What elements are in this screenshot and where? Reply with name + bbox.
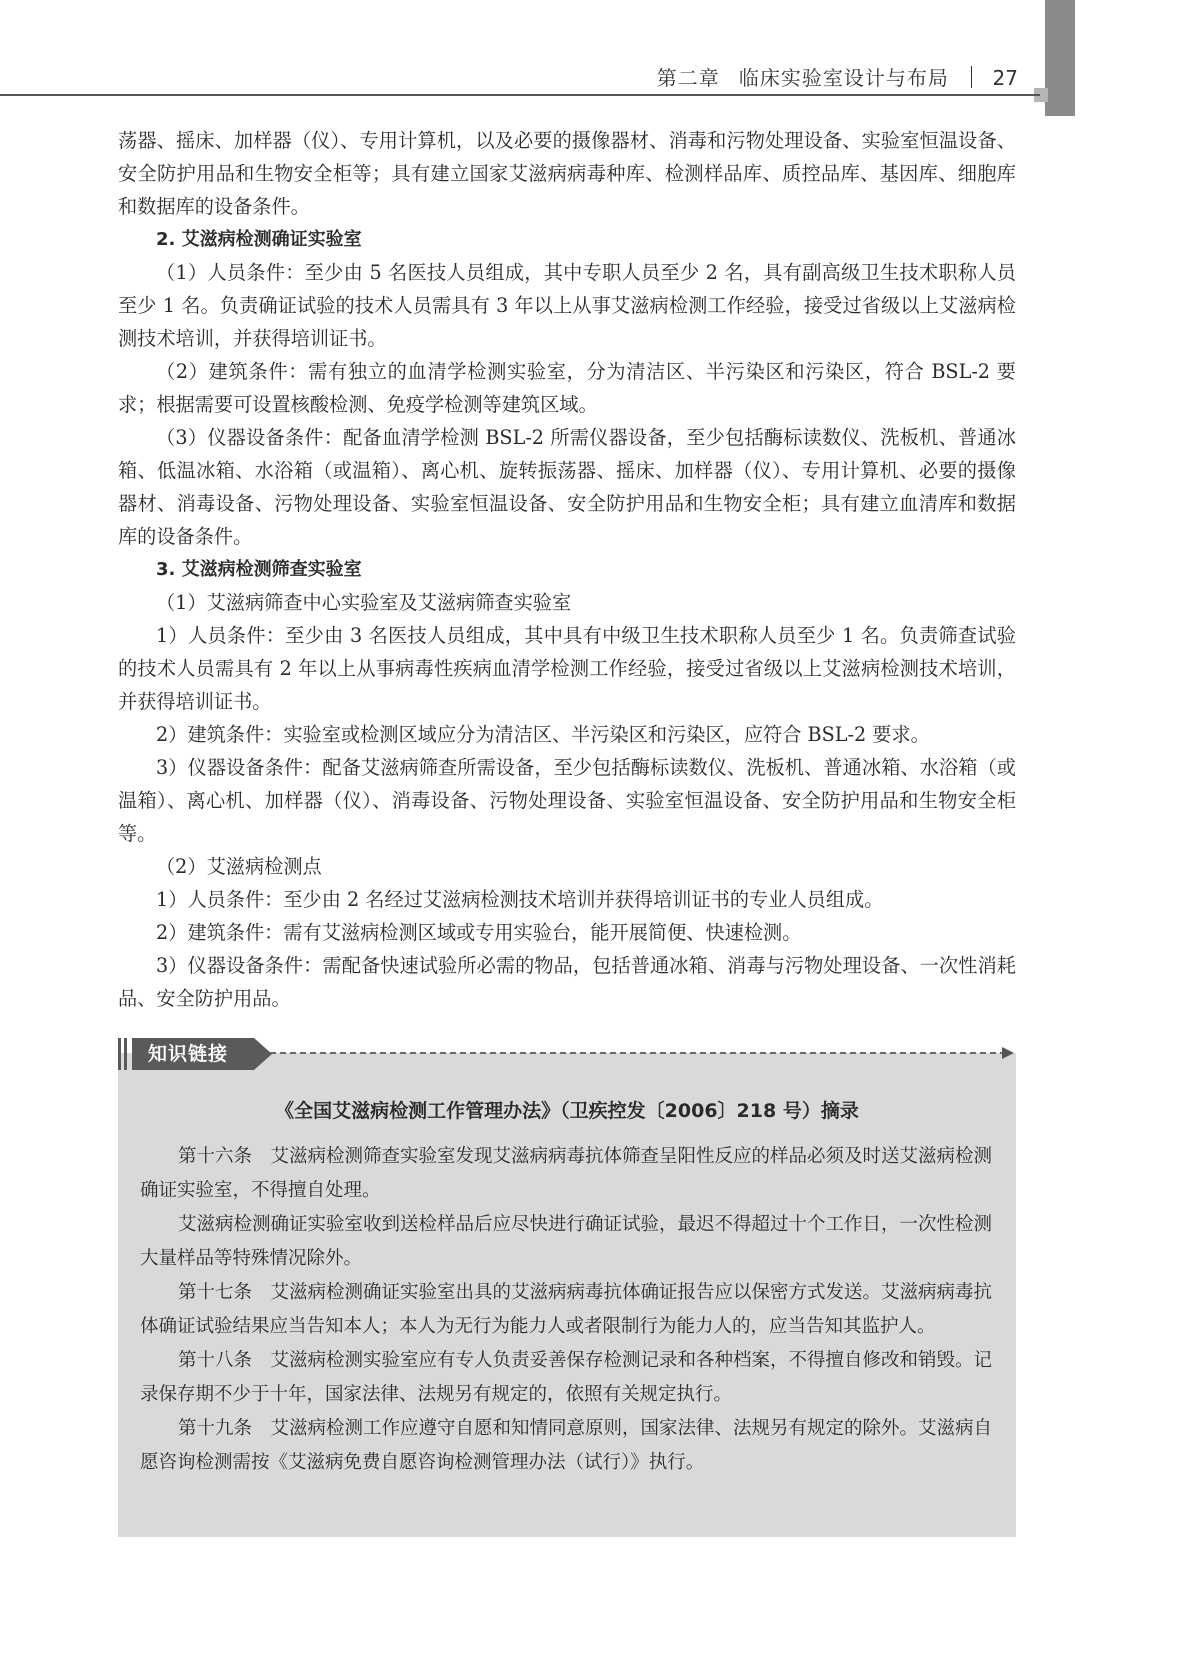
body-paragraph: （2）艾滋病检测点: [156, 855, 322, 878]
tag-arrow-tip: [254, 1038, 272, 1070]
chapter-number: 第二章: [656, 66, 720, 90]
body-paragraph: 荡器、摇床、加样器（仪）、专用计算机，以及必要的摄像器材、消毒和污物处理设备、实验室恒温设备、安全防护用品和生物安全柜等；具有建立国家艾滋病病毒种库、检测样品库、质控品库、基因库、细胞库和数据库的设备条件。: [118, 129, 1016, 218]
section-heading: 3. 艾滋病检测筛查实验室: [156, 559, 362, 580]
knowledge-paragraph: 第十六条 艾滋病检测筛查实验室发现艾滋病病毒抗体筛查呈阳性反应的样品必须及时送艾滋病检测确证实验室，不得擅自处理。: [140, 1146, 993, 1201]
running-header: [0, 62, 1018, 91]
header-separator: [971, 66, 972, 88]
arrow-right-icon: [1002, 1047, 1014, 1059]
body-paragraph: 3）仪器设备条件：配备艾滋病筛查所需设备，至少包括酶标读数仪、洗板机、普通冰箱、水浴箱（或温箱）、离心机、加样器（仪）、消毒设备、污物处理设备、实验室恒温设备、安全防护用品和生物安全柜等。: [118, 756, 1016, 845]
body-paragraph: （2）建筑条件：需有独立的血清学检测实验室，分为清洁区、半污染区和污染区，符合 BSL-2 要求；根据需要可设置核酸检测、免疫学检测等建筑区域。: [118, 360, 1016, 416]
body-paragraph: 2）建筑条件：实验室或检测区域应分为清洁区、半污染区和污染区，应符合 BSL-2 要求。: [156, 723, 930, 746]
body-paragraph: （1）艾滋病筛查中心实验室及艾滋病筛查实验室: [156, 591, 572, 614]
chapter-title: 临床实验室设计与布局: [738, 66, 949, 90]
knowledge-dashed-line: [160, 1052, 1006, 1054]
body-paragraph: （3）仪器设备条件：配备血清学检测 BSL-2 所需仪器设备，至少包括酶标读数仪、洗板机、普通冰箱、低温冰箱、水浴箱（或温箱）、离心机、旋转振荡器、摇床、加样器（仪）、专用计算机、必要的摄像器材、消毒设备、污物处理设备、实验室恒温设备、安全防护用品和生物安全柜；具有建立血清库和数据库的设备条件。: [118, 426, 1016, 548]
knowledge-text: [140, 1140, 992, 1480]
body-paragraph: 3）仪器设备条件：需配备快速试验所必需的物品，包括普通冰箱、消毒与污物处理设备、一次性消耗品、安全防护用品。: [118, 954, 1016, 1010]
knowledge-paragraph: 第十八条 艾滋病检测实验室应有专人负责妥善保存检测记录和各种档案，不得擅自修改和销毁。记录保存期不少于十年，国家法律、法规另有规定的，依照有关规定执行。: [140, 1350, 993, 1405]
body-text: [118, 124, 1016, 1015]
body-paragraph: 2）建筑条件：需有艾滋病检测区域或专用实验台，能开展简便、快速检测。: [156, 921, 802, 944]
knowledge-paragraph: 第十七条 艾滋病检测确证实验室出具的艾滋病病毒抗体确证报告应以保密方式发送。艾滋病病毒抗体确证试验结果应当告知本人；本人为无行为能力人或者限制行为能力人的，应当告知其监护人。: [140, 1282, 993, 1337]
section-heading: 2. 艾滋病检测确证实验室: [156, 229, 362, 250]
page-number: 27: [992, 66, 1018, 90]
body-paragraph: 1）人员条件：至少由 2 名经过艾滋病检测技术培训并获得培训证书的专业人员组成。: [156, 888, 884, 911]
body-paragraph: 1）人员条件：至少由 3 名医技人员组成，其中具有中级卫生技术职称人员至少 1 名。负责筛查试验的技术人员需具有 2 年以上从事病毒性疾病血清学检测工作经验，接受过省级以上艾滋病检测技术培训，并获得培训证书。: [118, 624, 1016, 713]
knowledge-link-label: 知识链接: [132, 1038, 254, 1070]
body-paragraph: （1）人员条件：至少由 5 名医技人员组成，其中专职人员至少 2 名，具有副高级卫生技术职称人员至少 1 名。负责确证试验的技术人员需具有 3 年以上从事艾滋病检测工作经验，接受过省级以上艾滋病检测技术培训，并获得培训证书。: [118, 261, 1016, 350]
header-rule: [0, 94, 1040, 96]
bars-icon: [118, 1038, 130, 1070]
knowledge-title: 《全国艾滋病检测工作管理办法》（卫疾控发〔2006〕218 号）摘录: [275, 1100, 859, 1122]
chapter-tab-marker: [1045, 0, 1075, 116]
knowledge-paragraph: 第十九条 艾滋病检测工作应遵守自愿和知情同意原则，国家法律、法规另有规定的除外。艾滋病自愿咨询检测需按《艾滋病免费自愿咨询检测管理办法（试行）》执行。: [140, 1418, 993, 1473]
knowledge-paragraph: 艾滋病检测确证实验室收到送检样品后应尽快进行确证试验，最迟不得超过十个工作日，一次性检测大量样品等特殊情况除外。: [140, 1214, 993, 1269]
